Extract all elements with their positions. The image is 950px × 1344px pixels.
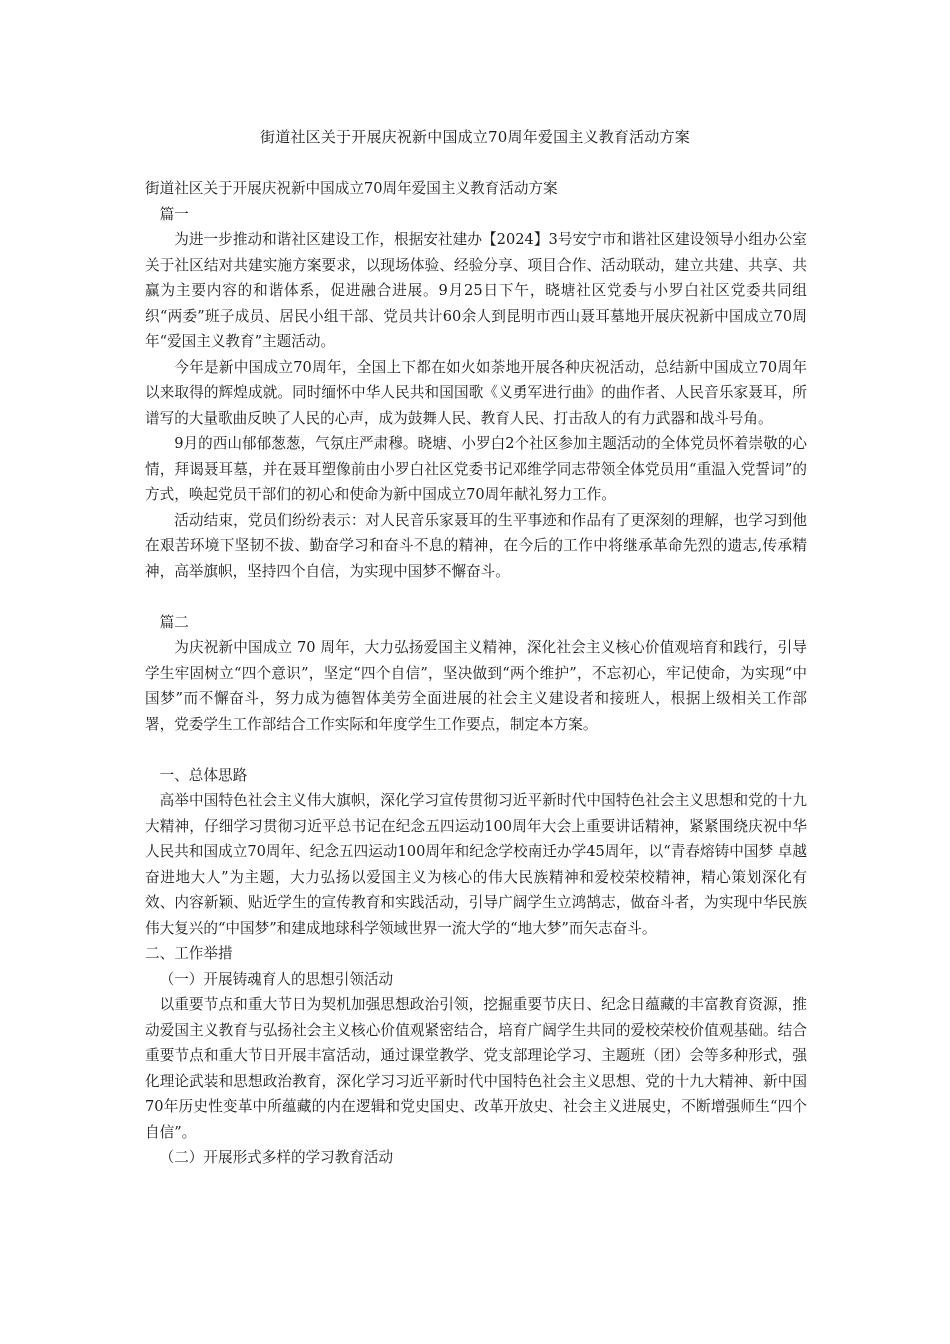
spacer bbox=[145, 584, 807, 610]
sub1-text: 以重要节点和重大节日为契机加强思想政治引领，挖掘重要节庆日、纪念日蕴藏的丰富教育资源，推动爱国主义教育与弘扬社会主义核心价值观紧密结合，培育广阔学生共同的爱校荣校价值观基础。结合重要节点和重大节日开展丰富活动，通过课堂教学、党支部理论学习、主题班（团）会等多种形式，强化理论武装和思想政治教育，深化学习习近平新时代中国特色社会主义思想、党的十九大精神、新中国70年历史性变革中所蕴藏的内在逻辑和党史国史、改革开放史、社会主义进展史，不断增强师生“四个自信”。 bbox=[145, 996, 807, 1141]
part1-label: 篇一 bbox=[159, 205, 189, 223]
part1-paragraph: 活动结束，党员们纷纷表示：对人民音乐家聂耳的生平事迹和作品有了更深刻的理解，也学习到他在艰苦环境下坚韧不拔、勤奋学习和奋斗不息的精神，在今后的工作中将继承革命先烈的遗志,传承精神，高举旗帜，坚持四个自信，为实现中国梦不懈奋斗。 bbox=[145, 511, 807, 580]
part2-label: 篇二 bbox=[159, 613, 189, 631]
section1-heading: 一、总体思路 bbox=[159, 766, 248, 784]
document-title: 街道社区关于开展庆祝新中国成立70周年爱国主义教育活动方案 bbox=[260, 128, 690, 146]
part1-paragraph: 9月的西山郁郁葱葱，气氛庄严肃穆。晓塘、小罗白2个社区参加主题活动的全体党员怀着崇敬的心情，拜谒聂耳墓，并在聂耳塑像前由小罗白社区党委书记邓维学同志带领全体党员用“重温入党誓词”的方式，唤起党员干部们的初心和使命为新中国成立70周年献礼努力工作。 bbox=[145, 435, 807, 503]
part1-paragraph: 今年是新中国成立70周年，全国上下都在如火如荼地开展各种庆祝活动，总结新中国成立70周年以来取得的辉煌成就。同时缅怀中华人民共和国国歌《义勇军进行曲》的曲作者、人民音乐家聂耳，所谱写的大量歌曲反映了人民的心声，成为鼓舞人民、教育人民、打击敌人的有力武器和战斗号角。 bbox=[145, 358, 807, 427]
sub1-heading: （一）开展铸魂育人的思想引领活动 bbox=[159, 970, 394, 988]
part2-intro: 为庆祝新中国成立 70 周年，大力弘扬爱国主义精神，深化社会主义核心价值观培育和践行，引导学生牢固树立“四个意识”，坚定“四个自信”，坚决做到“两个维护”，不忘初心，牢记使命，为实现“中国梦”而不懈奋斗，努力成为德智体美劳全面进展的社会主义建设者和接班人，根据上级相关工作部署，党委学生工作部结合工作实际和年度学生工作要点，制定本方案。 bbox=[145, 639, 807, 733]
sub2-heading: （二）开展形式多样的学习教育活动 bbox=[159, 1149, 394, 1166]
section1-text: 高举中国特色社会主义伟大旗帜，深化学习宣传贯彻习近平新时代中国特色社会主义思想和党的十九大精神，仔细学习贯彻习近平总书记在纪念五四运动100周年大会上重要讲话精神，紧紧围绕庆祝中华人民共和国成立70周年、纪念五四运动100周年和纪念学校南迁办学45周年，以“青春熔铸中国梦 卓越奋进地大人”为主题，大力弘扬以爱国主义为核心的伟大民族精神和爱校荣校精神，精心策划深化有效、内容新颖、贴近学生的宣传教育和实践活动，引导广阔学生立鸿鹄志，做奋斗者，为实现中华民族伟大复兴的“中国梦”和建成地球科学领域世界一流大学的“地大梦”而矢志奋斗。 bbox=[145, 792, 807, 937]
spacer bbox=[145, 737, 807, 763]
part1-paragraph: 为进一步推动和谐社区建设工作，根据安社建办【2024】3号安宁市和谐社区建设领导小组办公室关于社区结对共建实施方案要求，以现场体验、经验分享、项目合作、活动联动，建立共建、共享、共赢为主要内容的和谐体系，促进融合进展。9月25日下午，晓塘社区党委与小罗白社区党委共同组织“两委”班子成员、居民小组干部、党员共计60余人到昆明市西山聂耳墓地开展庆祝新中国成立70周年“爱国主义教育”主题活动。 bbox=[145, 231, 807, 350]
document-subtitle: 街道社区关于开展庆祝新中国成立70周年爱国主义教育活动方案 bbox=[145, 180, 558, 197]
section2-heading: 二、工作举措 bbox=[145, 945, 233, 962]
document-body bbox=[145, 176, 807, 1171]
